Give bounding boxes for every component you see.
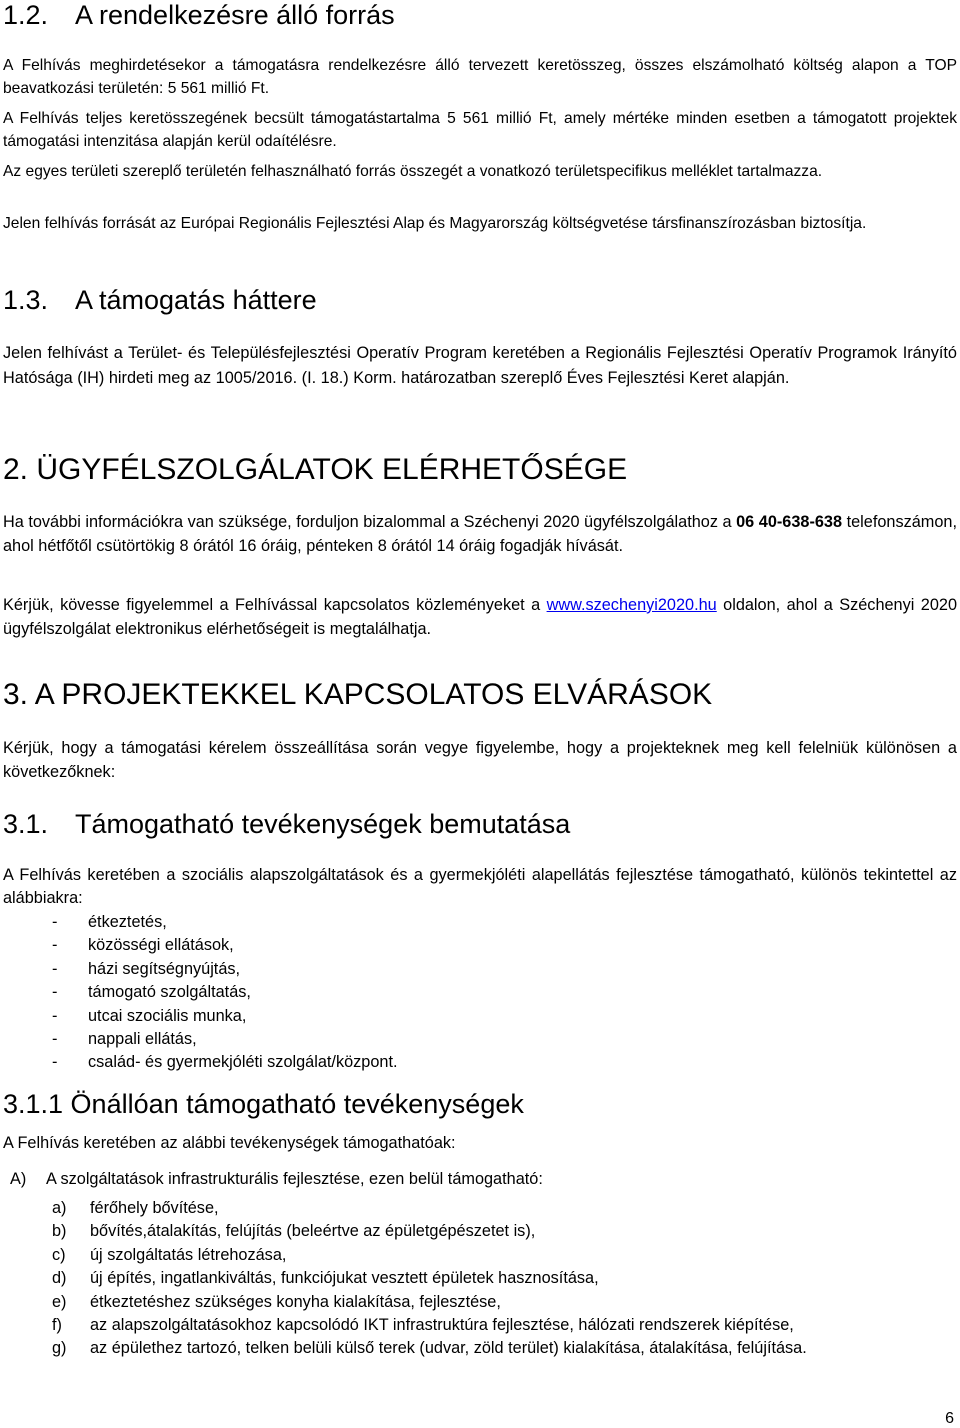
contact-text: Ha további információkra van szüksége, forduljon bizalommal a Széchenyi 2020 ügyfélszolgálathoz a — [3, 513, 737, 531]
list-item — [52, 1314, 958, 1337]
list-marker: - — [52, 1006, 58, 1025]
list-item-A — [10, 1168, 543, 1191]
list-item — [52, 1244, 958, 1267]
section-heading-1-3 — [3, 287, 317, 314]
list-marker: c) — [52, 1245, 66, 1264]
list-text: házi segítségnyújtás, — [88, 959, 241, 978]
section-title: Támogatható tevékenységek bemutatása — [75, 809, 571, 839]
list-text: új szolgáltatás létrehozása, — [90, 1245, 287, 1264]
list-item — [52, 981, 932, 1004]
list-item — [52, 911, 932, 934]
list-marker: A) — [10, 1170, 27, 1188]
paragraph: A Felhívás teljes keretösszegének becsült támogatástartalma 5 561 millió Ft, amely mértéke minden esetben a támogatott projektek támogatási intenzitása alapján kerül odaítélésre. — [3, 110, 957, 150]
list-item — [52, 1005, 932, 1028]
paragraph: Kérjük, hogy a támogatási kérelem összeállítása során vegye figyelembe, hogy a projekteknek meg kell felelniük különösen a következőknek: — [3, 739, 957, 781]
list-marker: - — [52, 1030, 58, 1049]
phone-number: 06 40-638-638 — [736, 513, 843, 531]
section-heading-3-1 — [3, 811, 570, 838]
list-text: család- és gyermekjóléti szolgálat/központ. — [88, 1053, 398, 1072]
contact-text: telefonszámon, ahol hétfőtől csütörtökig 8 órától 16 óráig, pénteken 8 órától 14 óráig fogadják hívását. — [3, 513, 957, 555]
section-number: 3.1. — [3, 809, 49, 839]
list-item — [52, 1028, 932, 1051]
list-marker: - — [52, 959, 58, 978]
list-marker: a) — [52, 1199, 67, 1217]
list-text: új építés, ingatlankiváltás, funkciójukat vesztett épületek hasznosítása, — [90, 1269, 599, 1288]
list-text: közösségi ellátások, — [88, 936, 234, 955]
list-marker: e) — [52, 1292, 67, 1311]
list-item — [52, 1267, 958, 1290]
paragraph: Az egyes területi szereplő területén felhasználható forrás összegét a vonatkozó területspecifikus melléklet tartalmazza. — [3, 163, 823, 180]
paragraph: A Felhívás keretében a szociális alapszolgáltatások és a gyermekjóléti alapellátás fejlesztése támogatható, különös tekintettel az alábbiakra: — [3, 866, 957, 907]
list-text: támogató szolgáltatás, — [88, 983, 251, 1002]
contact-paragraph — [3, 511, 957, 558]
list-text: bővítés,átalakítás, felújítás (beleértve az épületgépészetet is), — [90, 1222, 536, 1241]
paragraph: Jelen felhívást a Terület- és Településfejlesztési Operatív Program keretében a Regionális Fejlesztési Operatív Programok Irányító Hatósága (IH) hirdeti meg az 1005/2016. (I. 18.) Korm. határozatban szereplő Éves Fejlesztési Keret alapján. — [3, 344, 957, 387]
paragraph: A Felhívás keretében az alábbi tevékenységek támogathatóak: — [3, 1134, 456, 1152]
section-title: A támogatás háttere — [75, 285, 317, 315]
website-text: Kérjük, kövesse figyelemmel a Felhívással kapcsolatos közleményeket a — [3, 596, 547, 614]
section-title: A rendelkezésre álló forrás — [75, 0, 395, 30]
list-item — [52, 1051, 932, 1074]
list-marker: - — [52, 936, 58, 955]
list-item — [52, 958, 932, 981]
list-text: utcai szociális munka, — [88, 1006, 247, 1025]
list-text: nappali ellátás, — [88, 1030, 197, 1049]
list-marker: b) — [52, 1222, 67, 1241]
list-text: az alapszolgáltatásokhoz kapcsolódó IKT infrastruktúra fejlesztése, hálózati rendszerek kiépítése, — [90, 1316, 794, 1335]
paragraph: Jelen felhívás forrását az Európai Regionális Fejlesztési Alap és Magyarország költségvetése társfinanszírozásban biztosítja. — [3, 215, 867, 232]
section-number: 1.3. — [3, 285, 49, 315]
list-marker: f) — [52, 1316, 62, 1335]
list-text: férőhely bővítése, — [90, 1199, 219, 1217]
list-item — [52, 1197, 958, 1220]
website-text: oldalon, ahol a Széchenyi 2020 ügyfélszolgálat elektronikus elérhetőségeit is megtalálhatja. — [3, 596, 957, 638]
paragraph: A Felhívás meghirdetésekor a támogatásra rendelkezésre álló tervezett keretösszeg, összes elszámolható költség alapon a TOP beavatkozási területén: 5 561 millió Ft. — [3, 57, 957, 97]
list-text: étkeztetés, — [88, 913, 167, 931]
list-text: az épülethez tartozó, telken belüli külső terek (udvar, zöld terület) kialakítása, átalakítása, felújítása. — [90, 1339, 807, 1358]
activity-list — [52, 911, 932, 1075]
list-item — [52, 1291, 958, 1314]
section-number: 1.2. — [3, 0, 49, 30]
website-paragraph — [3, 594, 957, 641]
chapter-heading-3: 3. A PROJEKTEKKEL KAPCSOLATOS ELVÁRÁSOK — [3, 678, 713, 711]
list-marker: - — [52, 1053, 58, 1072]
list-marker: g) — [52, 1339, 67, 1358]
infrastructure-list — [52, 1197, 958, 1361]
list-text: étkeztetéshez szükséges konyha kialakítása, fejlesztése, — [90, 1292, 501, 1311]
list-marker: - — [52, 913, 58, 931]
list-item — [52, 934, 932, 957]
list-marker: - — [52, 983, 58, 1002]
website-link[interactable]: www.szechenyi2020.hu — [546, 596, 717, 614]
list-item — [52, 1220, 958, 1243]
chapter-heading-2: 2. ÜGYFÉLSZOLGÁLATOK ELÉRHETŐSÉGE — [3, 453, 628, 486]
section-heading-3-1-1: 3.1.1 Önállóan támogatható tevékenységek — [3, 1089, 524, 1119]
list-item — [52, 1337, 958, 1360]
list-marker: d) — [52, 1269, 67, 1288]
page-number: 6 — [945, 1410, 954, 1427]
list-text: A szolgáltatások infrastrukturális fejlesztése, ezen belül támogatható: — [46, 1170, 543, 1188]
section-heading-1-2 — [3, 2, 395, 29]
